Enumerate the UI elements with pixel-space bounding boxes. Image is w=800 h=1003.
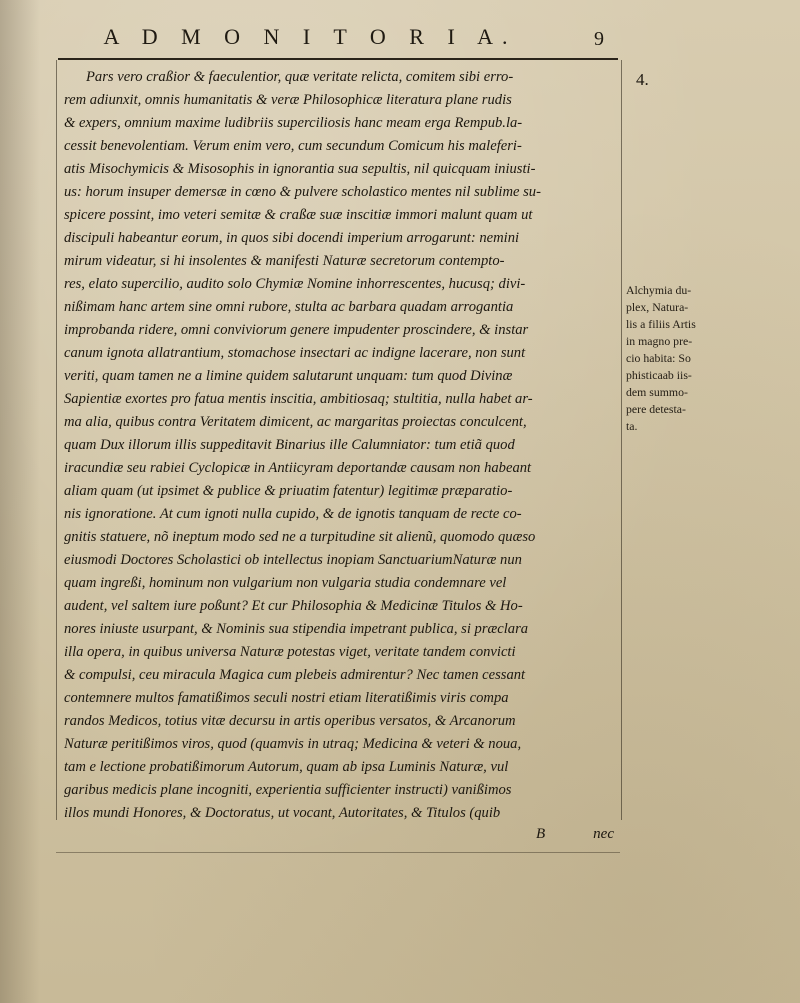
- text-line: quam Dux illorum illis suppeditavit Binarius ille Calumniator: tum etiã quod: [64, 437, 515, 453]
- text-line: rem adiunxit, omnis humanitatis & veræ Philosophicæ literatura plane rudis: [64, 92, 512, 108]
- text-line: & compulsi, ceu miracula Magica cum plebeis admirentur? Nec tamen cessant: [64, 667, 526, 683]
- text-line: gnitis statuere, nõ ineptum modo sed ne a turpitudine sit alienũ, quomodo quæso: [64, 529, 536, 545]
- text-line: eiusmodi Doctores Scholastici ob intellectus inopiam SanctuariumNaturæ nun: [64, 552, 522, 568]
- text-line: Sapientiæ exortes pro fatua mentis inscitia, ambitiosaq; stultitia, nulla habet ar-: [64, 391, 533, 407]
- body-text: [64, 66, 616, 825]
- margin-note-line: pere detesta-: [626, 402, 686, 416]
- running-head: A D M O N I T O R I A.: [103, 24, 517, 49]
- text-line: canum ignota allatrantium, stomachose insectari ac indigne lacerare, non sunt: [64, 345, 526, 361]
- text-line: veriti, quam tamen ne a limine quidem salutarunt unquam: tum quod Divinæ: [64, 368, 513, 384]
- text-line: Naturæ peritißimos viros, quod (quamvis in utraq; Medicina & veteri & noua,: [64, 736, 522, 752]
- margin-note-line: cio habita: So: [626, 351, 691, 365]
- text-line: tam e lectione probatißimorum Autorum, quam ab ipsa Luminis Naturæ, vul: [64, 759, 509, 775]
- text-line: mirum videatur, si hi insolentes & manifesti Naturæ secretorum contempto-: [64, 253, 505, 269]
- margin-note-line: lis a filiis Artis: [626, 317, 696, 331]
- text-line: Pars vero craßior & faeculentior, quæ veritate relicta, comitem sibi erro-: [86, 69, 514, 85]
- text-line: aliam quam (ut ipsimet & publice & priuatim fatentur) legitimæ præparatio-: [64, 483, 513, 499]
- margin-note-line: plex, Natura-: [626, 300, 689, 314]
- text-line: nißimam hanc artem sine omni rubore, stulta ac barbara quadam arrogantia: [64, 299, 514, 315]
- margin-note-line: ta.: [626, 419, 638, 433]
- text-line: & expers, omnium maxime ludibriis superciliosis hanc meam erga Rempub.la-: [64, 115, 523, 131]
- text-line: discipuli habeantur eorum, in quos sibi docendi imperium arrogarunt: nemini: [64, 230, 520, 246]
- margin-note-line: dem summo-: [626, 385, 688, 399]
- text-line: res, elato supercilio, audito solo Chymiæ Nomine inhorrescentes, hucusq; divi-: [64, 276, 526, 292]
- text-line: spicere possint, imo veteri semitæ & craßæ suæ inscitiæ immori malunt quam ut: [64, 207, 533, 223]
- lower-rule: [56, 852, 620, 853]
- text-line: randos Medicos, totius vitæ decursu in artis operibus versatos, & Arcanorum: [64, 713, 516, 729]
- text-line: contemnere multos famatißimos seculi nostri etiam literatißimis viris compa: [64, 690, 509, 706]
- text-line: iracundiæ seu rabiei Cyclopicæ in Antiicyram deportandæ causam non habeant: [64, 460, 532, 476]
- text-line: audent, vel saltem iure poßunt? Et cur Philosophia & Medicinæ Titulos & Ho-: [64, 598, 523, 614]
- text-line: illa opera, in quibus universa Naturæ potestas viget, veritate tandem convicti: [64, 644, 516, 660]
- page-number: 9: [594, 28, 604, 50]
- page-footer: [64, 826, 616, 846]
- margin-note-line: in magno pre-: [626, 334, 693, 348]
- catchword: nec: [593, 826, 614, 842]
- text-line: improbanda ridere, omni conviviorum genere impudenter proscindere, & instar: [64, 322, 529, 338]
- text-line: illos mundi Honores, & Doctoratus, ut vocant, Autoritates, & Titulos (quib: [64, 805, 501, 821]
- text-line: quam ingreßi, hominum non vulgarium non vulgaria studia condemnare vel: [64, 575, 507, 591]
- text-line: us: horum insuper demersæ in cœno & pulvere scholastico mentes nil sublime su-: [64, 184, 541, 200]
- text-line: garibus medicis plane incogniti, experientia sufficienter instructi) vanißimos: [64, 782, 512, 798]
- margin-note-line: Alchymia du-: [626, 283, 692, 297]
- signature-mark: B: [536, 826, 546, 842]
- text-line: nis ignoratione. At cum ignoti nulla cupido, & de ignotis tanquam de recte co-: [64, 506, 522, 522]
- text-line: ma alia, quibus contra Veritatem dimicent, ac margaritas proiectas conculcent,: [64, 414, 527, 430]
- text-line: cessit benevolentiam. Verum enim vero, cum secundum Comicum his maleferi-: [64, 138, 522, 154]
- margin-note-line: phisticaab iis-: [626, 368, 692, 382]
- margin-note: [626, 282, 718, 435]
- marginal-section-number: 4.: [636, 70, 649, 89]
- text-line: nores iniuste usurpant, & Nominis sua stipendia impetrant publica, si præclara: [64, 621, 529, 637]
- text-line: atis Misochymicis & Misosophis in ignorantia sua sepultis, nil quicquam iniusti-: [64, 161, 536, 177]
- page-shadow-edge: [0, 0, 40, 1003]
